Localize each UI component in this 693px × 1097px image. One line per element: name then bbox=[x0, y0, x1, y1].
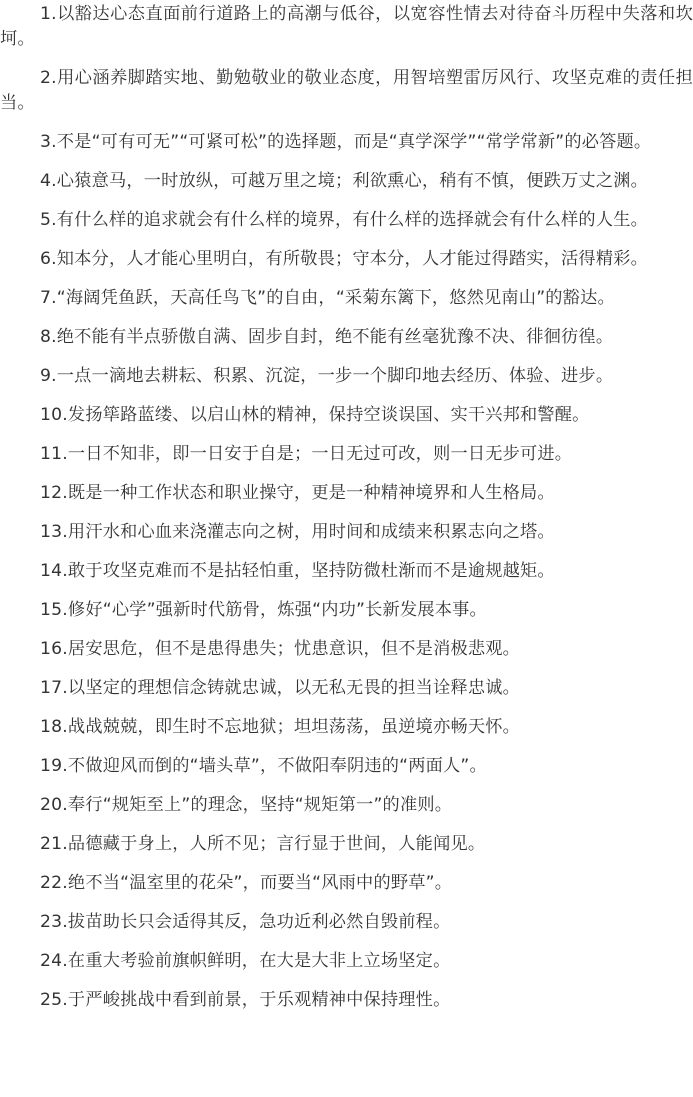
paragraph-14: 14.敢于攻坚克难而不是拈轻怕重，坚持防微杜渐而不是逾规越矩。 bbox=[40, 561, 555, 581]
paragraph-6: 6.知本分，人才能心里明白，有所敬畏；守本分，人才能过得踏实，活得精彩。 bbox=[40, 249, 648, 269]
paragraph-10: 10.发扬筚路蓝缕、以启山林的精神，保持空谈误国、实干兴邦和警醒。 bbox=[40, 405, 590, 425]
paragraph-23: 23.拔苗助长只会适得其反，急功近利必然自毁前程。 bbox=[40, 912, 451, 932]
paragraph-24: 24.在重大考验前旗帜鲜明，在大是大非上立场坚定。 bbox=[40, 951, 451, 971]
paragraph-17: 17.以坚定的理想信念铸就忠诚，以无私无畏的担当诠释忠诚。 bbox=[40, 678, 521, 698]
paragraph-7: 7.“海阔凭鱼跃，天高任鸟飞”的自由，“采菊东篱下，悠然见南山”的豁达。 bbox=[40, 288, 615, 308]
paragraph-1: 1.以豁达心态直面前行道路上的高潮与低谷，以宽容性情去对待奋斗历程中失落和坎坷。 bbox=[0, 4, 693, 49]
paragraph-18: 18.战战兢兢，即生时不忘地狱；坦坦荡荡，虽逆境亦畅天怀。 bbox=[40, 717, 521, 737]
paragraph-25: 25.于严峻挑战中看到前景，于乐观精神中保持理性。 bbox=[40, 990, 451, 1010]
paragraph-2: 2.用心涵养脚踏实地、勤勉敬业的敬业态度，用智培塑雷厉风行、攻坚克难的责任担当。 bbox=[0, 68, 693, 113]
paragraph-13: 13.用汗水和心血来浇灌志向之树，用时间和成绩来积累志向之塔。 bbox=[40, 522, 555, 542]
paragraph-3: 3.不是“可有可无”“可紧可松”的选择题，而是“真学深学”“常学常新”的必答题。 bbox=[40, 132, 652, 152]
paragraph-15: 15.修好“心学”强新时代筋骨，炼强“内功”长新发展本事。 bbox=[40, 600, 487, 620]
paragraph-5: 5.有什么样的追求就会有什么样的境界，有什么样的选择就会有什么样的人生。 bbox=[40, 210, 648, 230]
paragraph-11: 11.一日不知非，即一日安于自是；一日无过可改，则一日无步可进。 bbox=[40, 444, 573, 464]
paragraph-22: 22.绝不当“温室里的花朵”，而要当“风雨中的野草”。 bbox=[40, 873, 453, 893]
paragraph-20: 20.奉行“规矩至上”的理念，坚持“规矩第一”的准则。 bbox=[40, 795, 453, 815]
paragraph-16: 16.居安思危，但不是患得患失；忧患意识，但不是消极悲观。 bbox=[40, 639, 521, 659]
paragraph-21: 21.品德藏于身上，人所不见；言行显于世间，人能闻见。 bbox=[40, 834, 486, 854]
paragraph-4: 4.心猿意马，一时放纵，可越万里之境；利欲熏心，稍有不慎，便跌万丈之渊。 bbox=[40, 171, 648, 191]
paragraph-12: 12.既是一种工作状态和职业操守，更是一种精神境界和人生格局。 bbox=[40, 483, 555, 503]
paragraph-8: 8.绝不能有半点骄傲自满、固步自封，绝不能有丝毫犹豫不决、徘徊彷徨。 bbox=[40, 327, 614, 347]
paragraph-19: 19.不做迎风而倒的“墙头草”，不做阳奉阴违的“两面人”。 bbox=[40, 756, 487, 776]
paragraph-9: 9.一点一滴地去耕耘、积累、沉淀，一步一个脚印地去经历、体验、进步。 bbox=[40, 366, 614, 386]
